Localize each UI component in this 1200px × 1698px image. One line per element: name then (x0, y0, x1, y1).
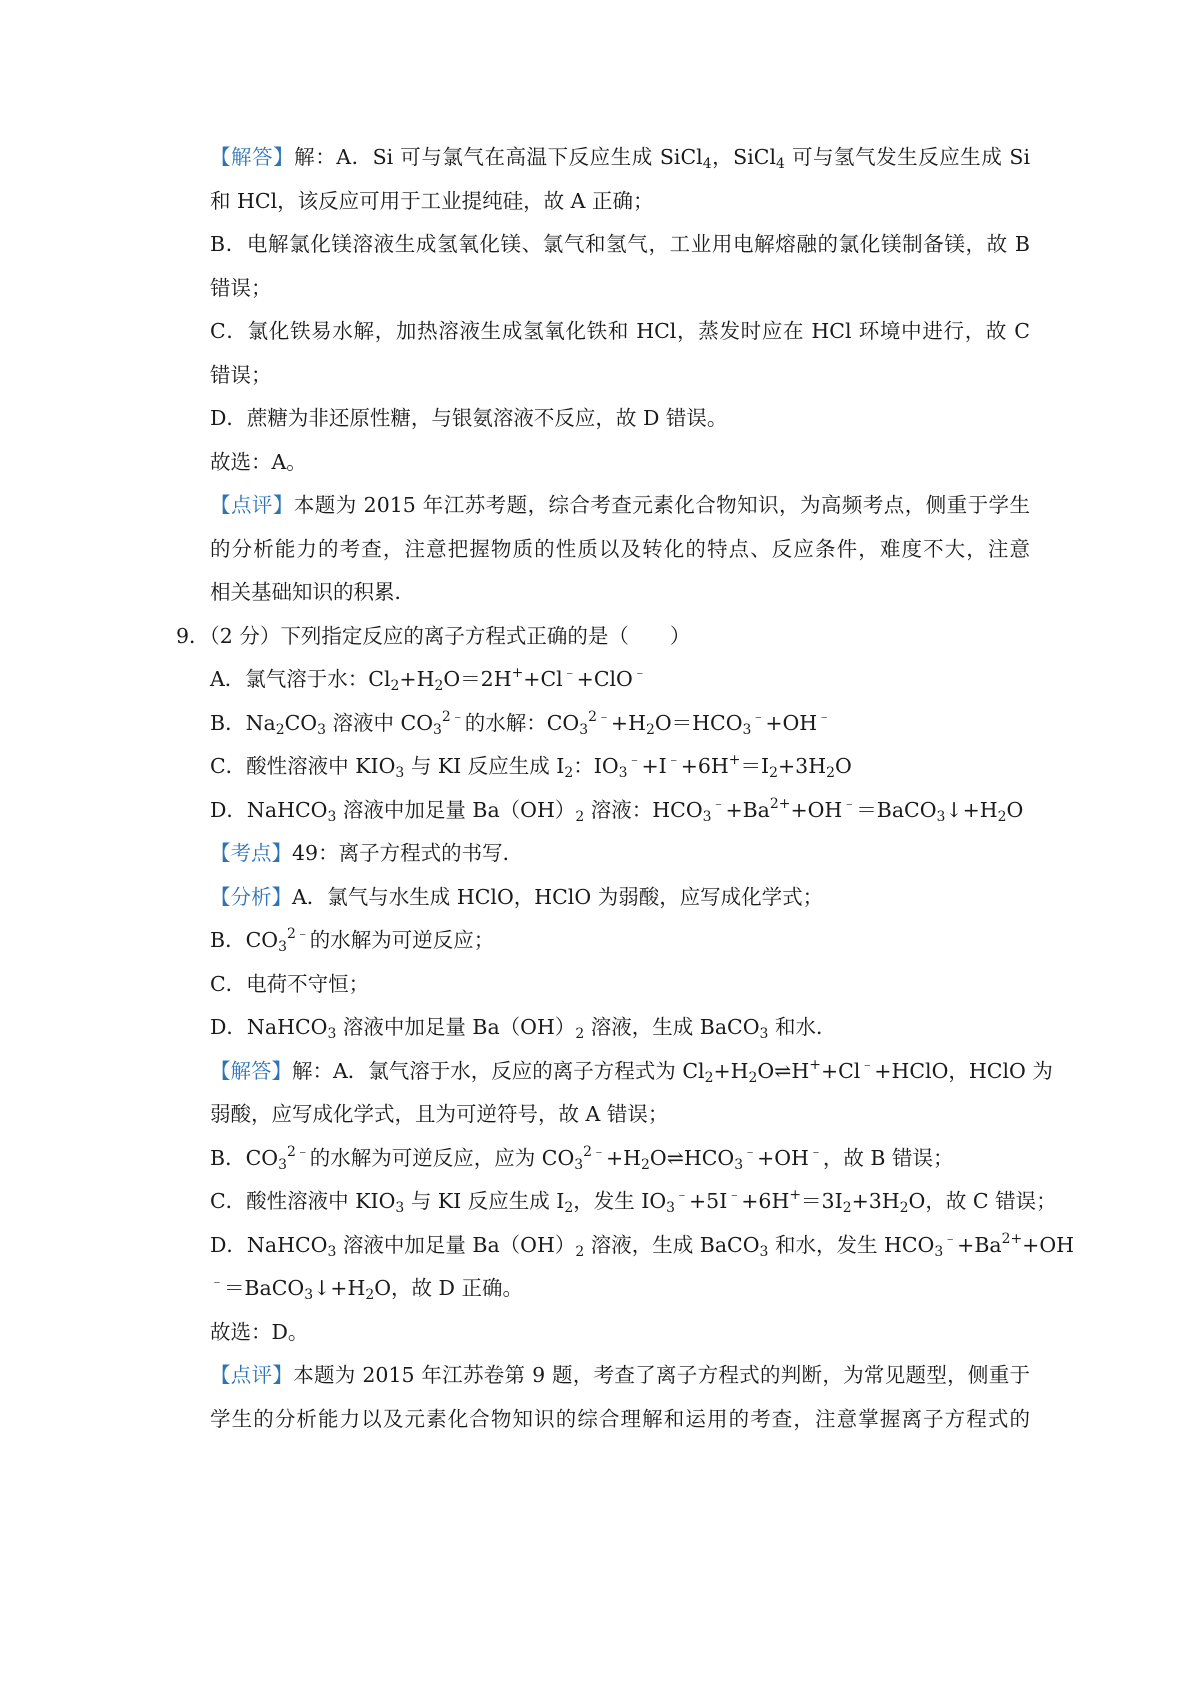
kaodian-line: 【考点】49：离子方程式的书写． (210, 841, 524, 865)
fenxi-line-2: B．$CO_3^{2﹣}$的水解为可逆反应； (210, 925, 495, 956)
prev-answer-line-3: B．电解氯化镁溶液生成氢氧化镁、氯气和氢气，工业用电解熔融的氯化镁制备镁，故 B (210, 232, 1030, 256)
dianping-line-2: 学生的分析能力以及元素化合物知识的综合理解和运用的考查，注意掌握离子方程式的 (210, 1407, 1030, 1431)
prev-answer-line-1: 【解答】解：A．Si 可与氯气在高温下反应生成 SiCl$_4$，SiCl$_4$ 可与氢气发生反应生成 Si (210, 145, 1031, 173)
jieda-line-4: C．酸性溶液中 $KIO_3$ 与 KI 反应生成 $I_2$，发生 $IO_3^﹣+5I^﹣+6H^+=3I_2+3H_2O$，故 C 错误； (210, 1186, 1057, 1217)
question-9-stem: 9．（2 分）下列指定反应的离子方程式正确的是（ ） (176, 624, 691, 648)
fenxi-tag: 【分析】 (210, 885, 292, 909)
question-9-option-b: B．$Na_2CO_3$ 溶液中 $CO_3^{2﹣}$的水解：$CO_3^{2﹣}+H_2O=HCO_3^﹣+OH^﹣$ (210, 708, 832, 739)
question-9-option-d: D．NaHCO$_3$ 溶液中加足量 $Ba(OH)_2$ 溶液：$HCO_3^﹣+Ba^{2+}+OH^﹣=BaCO_3↓+H_2O$ (210, 795, 1024, 826)
dianping-line-1: 【点评】本题为 2015 年江苏卷第 9 题，考查了离子方程式的判断，为常见题型，侧重于 (210, 1363, 1031, 1387)
jieda-line-1: 【解答】解：A．氯气溶于水，反应的离子方程式为 $Cl_2+H_2O\rightleftharpoons H^++Cl^﹣+HClO$，HClO 为 (210, 1056, 1053, 1087)
dianping-tag: 【点评】 (210, 1363, 294, 1387)
answer-tag: 【解答】 (210, 145, 295, 169)
jieda-tag: 【解答】 (210, 1059, 292, 1083)
prev-answer-line-6: 错误； (210, 363, 272, 387)
prev-answer-line-4: 错误； (210, 276, 272, 300)
kaodian-tag: 【考点】 (210, 841, 292, 865)
question-9-option-a: A．氯气溶于水：$Cl_2+H_2O=2H^++Cl^﹣+ClO^﹣$ (210, 664, 647, 695)
jieda-line-5: D．NaHCO$_3$ 溶液中加足量 $Ba(OH)_2$ 溶液，生成 BaCO$_3$ 和水，发生 $HCO_3^﹣+Ba^{2+}+OH$ (210, 1230, 1075, 1261)
jieda-line-3: B．$CO_3^{2﹣}$的水解为可逆反应，应为 $CO_3^{2﹣}+H_2O\rightleftharpoons HCO_3^﹣+OH^﹣$，故 B 错误； (210, 1143, 954, 1174)
jieda-line-6: $^﹣=BaCO_3↓+H_2O$，故 D 正确。 (210, 1273, 523, 1304)
prev-answer-line-7: D．蔗糖为非还原性糖，与银氨溶液不反应，故 D 错误。 (210, 406, 728, 430)
prev-answer-line-8: 故选：A。 (210, 450, 307, 474)
prev-answer-line-5: C．氯化铁易水解，加热溶液生成氢氧化铁和 HCl，蒸发时应在 HCl 环境中进行，故 C (210, 319, 1030, 343)
comment-tag: 【点评】 (210, 493, 294, 517)
jieda-line-7: 故选：D。 (210, 1320, 309, 1344)
prev-comment-line-1: 【点评】本题为 2015 年江苏考题，综合考查元素化合物知识，为高频考点，侧重于学生 (210, 493, 1031, 517)
fenxi-line-3: C．电荷不守恒； (210, 972, 370, 996)
jieda-line-2: 弱酸，应写成化学式，且为可逆符号，故 A 错误； (210, 1102, 669, 1126)
prev-answer-line-2: 和 HCl，该反应可用于工业提纯硅，故 A 正确； (210, 189, 654, 213)
prev-comment-line-2: 的分析能力的考查，注意把握物质的性质以及转化的特点、反应条件，难度不大，注意 (210, 537, 1030, 561)
question-9-option-c: C．酸性溶液中 $KIO_3$ 与 KI 反应生成 $I_2$：$IO_3^﹣+I^﹣+6H^+=I_2+3H_2O$ (210, 751, 852, 782)
fenxi-line-1: 【分析】A．氯气与水生成 HClO，HClO 为弱酸，应写成化学式； (210, 885, 824, 909)
prev-comment-line-3: 相关基础知识的积累． (210, 580, 415, 604)
fenxi-line-4: D．NaHCO$_3$ 溶液中加足量 $Ba(OH)_2$ 溶液，生成 BaCO$_3$ 和水． (210, 1015, 837, 1043)
